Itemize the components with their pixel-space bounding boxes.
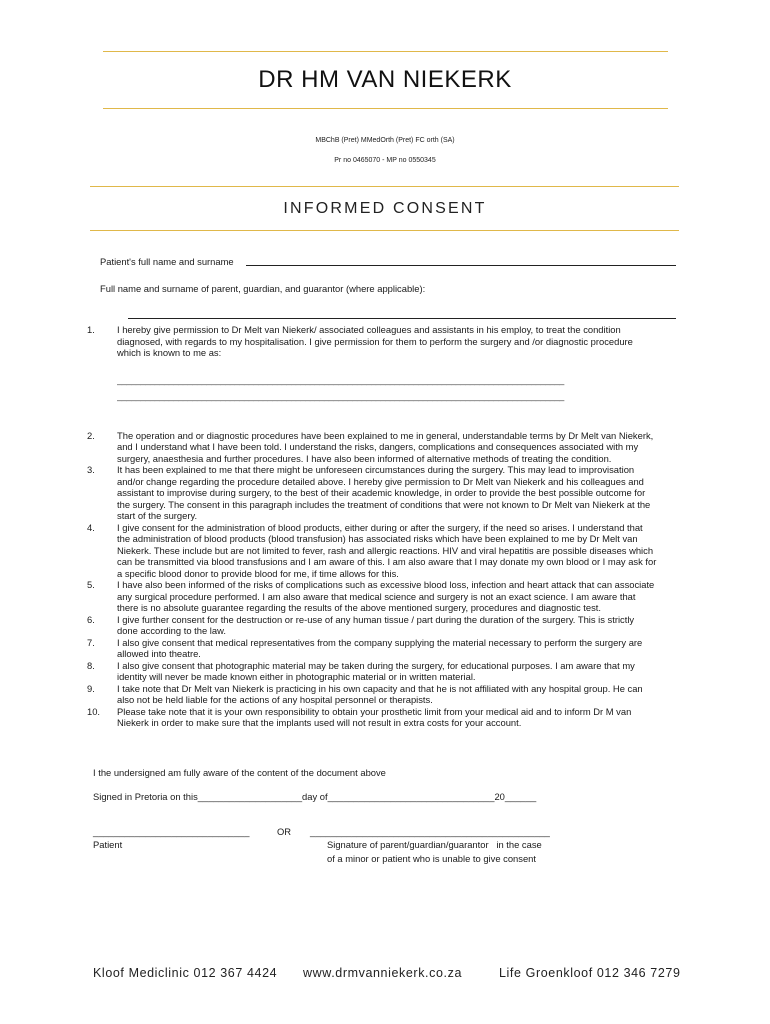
consent-clauses-list xyxy=(87,324,657,729)
clause-number: 2. xyxy=(87,429,95,441)
clause-number: 10. xyxy=(87,705,101,717)
clause-number: 9. xyxy=(87,682,95,694)
procedure-field-line-2[interactable]: _______________________________________________________________________________________________ xyxy=(117,390,565,401)
clause-text: I give consent for the administration of blood products, either during or after the surgery, if the need so arises. I understand that the administration of blood products (blood transfusion) has associated risks which have been explained to me by Dr Melt van Niekerk. These include but are not limited to fever, rash and allergic reactions. HIV and viral hepatitis are possible diseases which can be transmitted via blood transfusions and I am aware of this. I am also aware that I may donate my own blood or I may ask for a specific blood donor to provide blood for me, if time allows for this. xyxy=(117,521,657,579)
clause-text: I give further consent for the destruction or re-use of any human tissue / part during the duration of the surgery. This is strictly done according to the law. xyxy=(117,613,635,636)
or-label: OR xyxy=(277,826,292,837)
year-prefix: 20 xyxy=(494,791,505,802)
patient-signature-field[interactable]: ______________________________ xyxy=(93,826,250,837)
clause-number: 8. xyxy=(87,659,95,671)
clause-text: I also give consent that medical representatives from the company supplying the material necessary to perform the surgery are allowed into theatre. xyxy=(117,636,643,659)
clause-text: I also give consent that photographic material may be taken during the surgery, for educational purposes. I am aware that my identity will never be made known either in photographic material or in written material. xyxy=(117,659,635,682)
clause-item xyxy=(87,430,657,465)
clause-item xyxy=(87,464,657,522)
signed-prefix: Signed in Pretoria on this xyxy=(93,791,198,802)
clause-text: I take note that Dr Melt van Niekerk is practicing in his own capacity and that he is not affiliated with any hospital group. He can also not be held liable for the actions of any hospital personnel or therapists. xyxy=(117,682,643,705)
clause-number: 3. xyxy=(87,464,95,475)
guardian-signature-field[interactable]: ______________________________________________ xyxy=(310,826,550,837)
title-top-rule xyxy=(90,186,679,187)
patient-name-field[interactable] xyxy=(246,265,676,266)
procedure-blank-area xyxy=(87,359,657,430)
header-top-rule xyxy=(103,51,668,52)
patient-signature-label: Patient xyxy=(93,839,123,850)
clause-number: 6. xyxy=(87,613,95,625)
guardian-signature-label-1: Signature of parent/guardian/guarantor in the case xyxy=(327,839,542,850)
clause-number: 5. xyxy=(87,579,95,590)
clause-text: I hereby give permission to Dr Melt van Niekerk/ associated colleagues and assistants in his employ, to treat the condition diagnosed, with regards to my hospitalisation. I give permission for them to perform the surgery and /or diagnostic procedure which is known to me as: xyxy=(117,324,633,358)
clause-item xyxy=(87,614,657,637)
clause-item xyxy=(87,324,657,359)
day-of-label: day of xyxy=(302,791,328,802)
signed-month-field[interactable]: ________________________________ xyxy=(327,791,495,802)
practice-numbers-text: Pr no 0465070 - MP no 0550345 xyxy=(334,157,436,164)
footer-clinic-kloof: Kloof Mediclinic 012 367 4424 xyxy=(93,966,278,980)
clause-item xyxy=(87,683,657,706)
guardian-signature-label-2: of a minor or patient who is unable to give consent xyxy=(327,853,536,864)
clause-text: Please take note that it is your own responsibility to obtain your prosthetic limit from your medical aid and to inform Dr M van Niekerk in order to make sure that the implants used will not result in extra costs for your account. xyxy=(117,705,632,728)
clause-number: 7. xyxy=(87,636,95,648)
procedure-field-line-1[interactable]: _______________________________________________________________________________________________ xyxy=(117,374,565,385)
clause-number: 4. xyxy=(87,521,95,533)
guardian-name-field[interactable] xyxy=(128,318,676,319)
document-title: INFORMED CONSENT xyxy=(283,200,487,217)
clause-item xyxy=(87,706,657,729)
patient-name-label: Patient's full name and surname xyxy=(100,256,234,267)
clause-item xyxy=(87,522,657,580)
title-bottom-rule xyxy=(90,230,679,231)
clause-text: The operation and or diagnostic procedures have been explained to me in general, understandable terms by Dr Melt van Niekerk, and I understand what I have been told. I understand the risks, dangers, complications and consequences associated with my surgery, anaesthesia and further procedures. I have also been informed of alternative methods of treating the condition. xyxy=(117,429,654,464)
signed-year-field[interactable]: ______ xyxy=(504,791,537,802)
clause-item xyxy=(87,579,657,614)
clause-item xyxy=(87,637,657,660)
signed-day-field[interactable]: ____________________ xyxy=(197,791,303,802)
clause-text: I have also been informed of the risks of complications such as excessive blood loss, infection and heart attack that can associate any surgical procedure performed. I am also aware that medical science and surgery is not an exact science. I am aware that there is no absolute guarantee regarding the results of the above mentioned surgery, procedures and diagnostic test. xyxy=(117,579,655,613)
acknowledgement-text: I the undersigned am fully aware of the content of the document above xyxy=(93,767,386,778)
clause-text: It has been explained to me that there might be unforeseen circumstances during the surgery. This may lead to improvisation and/or change regarding the procedure detailed above. I hereby give permission to Dr Melt van Niekerk and his colleagues and assistant to improvise during surgery, to the best of their academic knowledge, in order to provide the best possible outcome for the surgery. The consent in this paragraph includes the treatment of conditions that were not known to Dr Melt van Niekerk at the start of the surgery. xyxy=(117,464,651,521)
footer-clinic-groenkloof: Life Groenkloof 012 346 7279 xyxy=(499,966,681,980)
clause-item xyxy=(87,660,657,683)
clause-number: 1. xyxy=(87,324,95,335)
qualifications-text: MBChB (Pret) MMedOrth (Pret) FC orth (SA) xyxy=(315,137,455,144)
footer-website-link[interactable]: www.drmvanniekerk.co.za xyxy=(303,966,462,980)
doctor-name-heading: DR HM VAN NIEKERK xyxy=(258,66,512,93)
guardian-name-label: Full name and surname of parent, guardian, and guarantor (where applicable): xyxy=(100,283,426,294)
signed-date-line xyxy=(93,791,536,802)
header-bottom-rule xyxy=(103,108,668,109)
